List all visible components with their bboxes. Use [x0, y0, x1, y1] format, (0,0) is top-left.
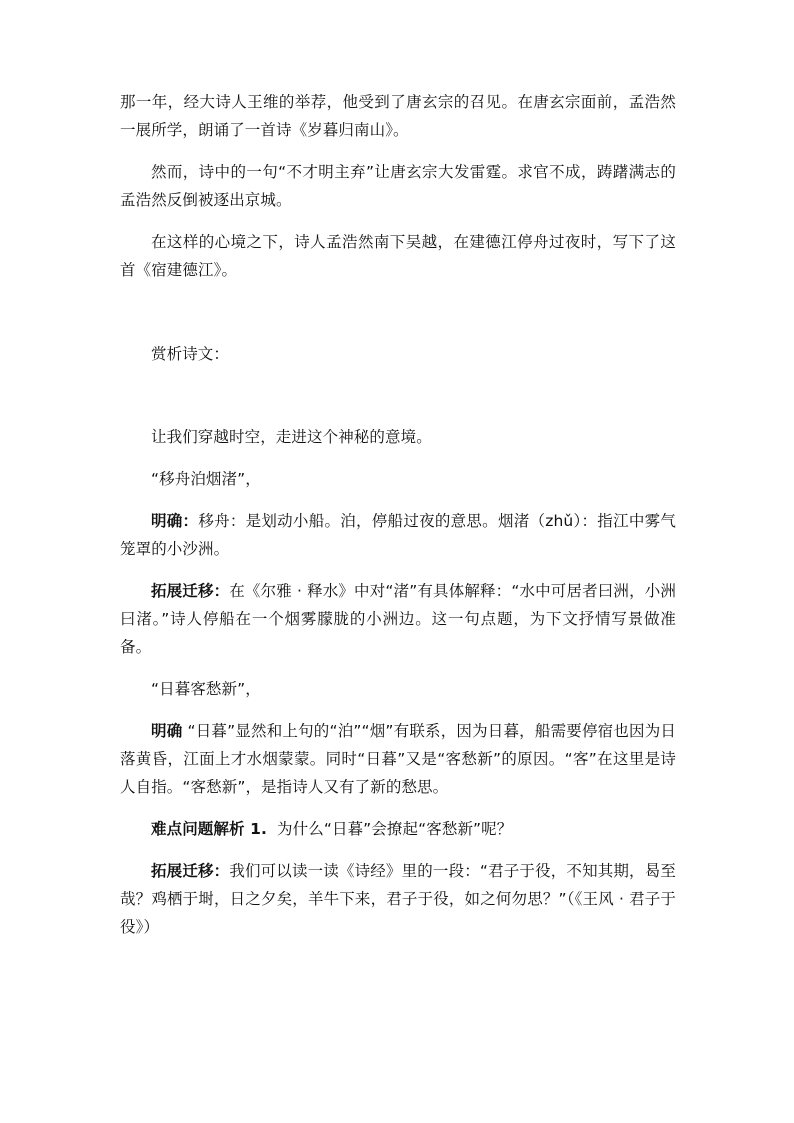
- paragraph-text: “日暮”显然和上句的“泊”“烟”有联系，因为日暮，船需要停宿也因为日落黄昏，江面上才水烟蒙蒙。同时“日暮”又是“客愁新”的原因。“客”在这里是诗人自指。“客愁新”，是指诗人又有了新的愁思。: [120, 722, 676, 796]
- poem-line-2: [120, 675, 676, 703]
- paragraph-text: 在《尔雅 · 释水》中对“渚”有具体解释：“水中可居者曰洲，小洲曰渚。”诗人停船在一个烟雾朦胧的小洲边。这一句点题，为下文抒情写景做准备。: [120, 582, 676, 656]
- poem-line-1: [120, 465, 676, 493]
- paragraph-label: 拓展迁移：: [151, 582, 230, 600]
- paragraph-extension-1: [120, 577, 676, 661]
- paragraph-1: [120, 88, 676, 144]
- paragraph-text: 然而，诗中的一句“不才明主弃”让唐玄宗大发雷霆。求官不成，踌躇满志的孟浩然反倒被逐出京城。: [120, 163, 676, 209]
- paragraph-question-1: [120, 815, 676, 843]
- paragraph-extension-2: [120, 857, 676, 941]
- paragraph-label: 明确：: [151, 512, 199, 530]
- paragraph-text: 移舟：是划动小船。泊，停船过夜的意思。烟渚（zhǔ）：指江中雾气笼罩的小沙洲。: [120, 512, 676, 558]
- paragraph-explanation-1: [120, 507, 676, 563]
- section-heading: [120, 340, 676, 368]
- paragraph-text: 那一年，经大诗人王维的举荐，他受到了唐玄宗的召见。在唐玄宗面前，孟浩然一展所学，朗诵了一首诗《岁暮归南山》。: [120, 93, 676, 139]
- document-body: [120, 88, 676, 941]
- paragraph-text: 让我们穿越时空，走进这个神秘的意境。: [151, 428, 432, 446]
- paragraph-label: 拓展迁移：: [151, 862, 230, 880]
- paragraph-2: [120, 158, 676, 214]
- paragraph-text: 我们可以读一读《诗经》里的一段：“君子于役，不知其期，曷至哉？鸡栖于埘，日之夕矣，羊牛下来，君子于役，如之何勿思？”（《王风 · 君子于役》）: [120, 862, 676, 936]
- paragraph-text: 为什么“日暮”会撩起“客愁新”呢？: [277, 820, 513, 838]
- poem-line-text: “移舟泊烟渚”，: [151, 470, 261, 488]
- paragraph-label: 明确: [151, 722, 183, 740]
- poem-line-text: “日暮客愁新”，: [151, 680, 261, 698]
- paragraph-text: 在这样的心境之下，诗人孟浩然南下吴越，在建德江停舟过夜时，写下了这首《宿建德江》。: [120, 233, 676, 279]
- section-heading-text: 赏析诗文：: [151, 345, 230, 363]
- paragraph-label: 难点问题解析 1.: [151, 820, 267, 838]
- paragraph-explanation-2: [120, 717, 676, 801]
- paragraph-3: [120, 228, 676, 284]
- paragraph-intro: [120, 423, 676, 451]
